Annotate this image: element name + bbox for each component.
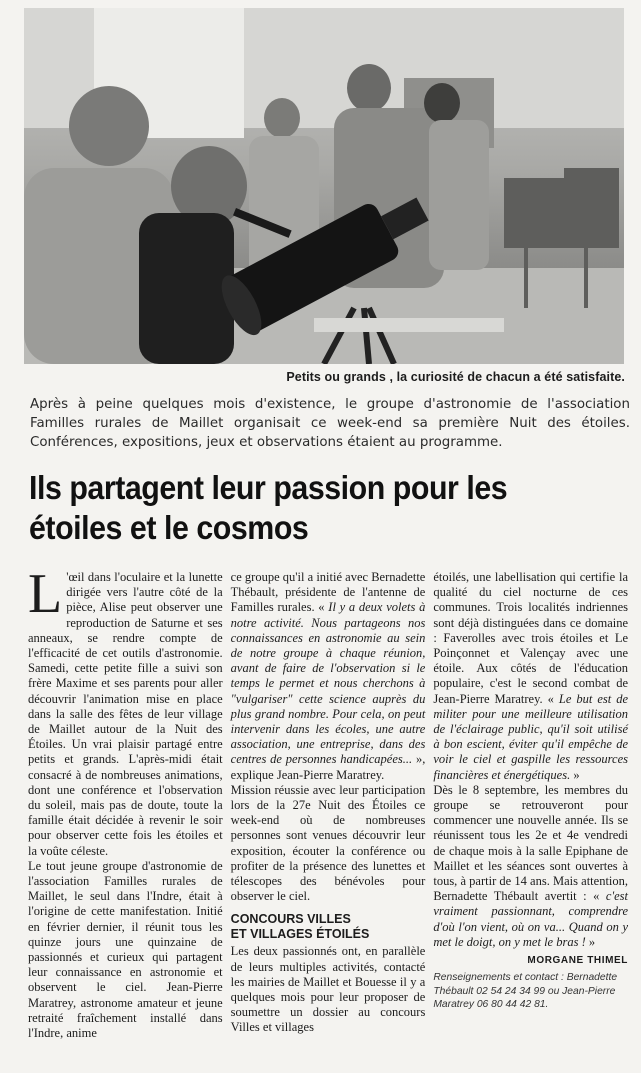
subheading-line: ET VILLAGES ÉTOILÉS	[230, 927, 370, 942]
paragraph	[28, 563, 223, 859]
paragraph	[433, 570, 628, 783]
paragraph-text: étoilés, une labellisation qui certifie la qualité du ciel nocturne de ces communes. Trois localités indriennes sont déjà distinguées dans ce domaine : Faverolles avec trois étoiles et Le Poinçonnet et Valençay avec une étoile. Aux côtés de l'éducation populaire, c'est le second combat de Jean-Pierre Maratrey. «	[433, 570, 629, 706]
paragraph: Le tout jeune groupe d'astronomie de l'association Familles rurales de Maillet, le seul dans l'Indre, était à l'origine de cette manifestation. Initié en février dernier, il réunit tous les quinze jours une quinzaine de passionnés et curieux qui partagent leur connaissance en astronomie et observent le ciel. Jean-Pierre Maratrey, astronome amateur et jeune retraité fraîchement installé dans l'Indre, anime	[28, 858, 223, 1041]
paragraph-text: 'œil dans l'oculaire et la lunette dirigée vers l'autre côté de la pièce, Alise peut observer une reproduction de Saturne et ses anneaux, se rendre compte de l'efficacité de cet outils d'astronomie. Samedi, cette petite fille a suivi son frère Maxime et ses parents pour aller découvrir l'animation mise en place dans la salle des fêtes de leur village de Maillet autour de la Nuit des Étoiles. Un vrai plaisir partagé entre petits et grands. L'après-midi était consacré à de nombreuses animations, dont une conférence et l'observation du soleil, mais pas de doute, toute la famille était décidée à revenir le soir pour observer cette fois les étoiles et la voûte céleste.	[28, 570, 223, 858]
paragraph-text: »	[585, 934, 596, 949]
article-headline: Ils partagent leur passion pour les étoiles et le cosmos	[29, 469, 508, 546]
subheading-line: CONCOURS VILLES	[230, 912, 351, 927]
paragraph	[231, 570, 426, 783]
paragraph-text: Dès le 8 septembre, les membres du groupe se retrouveront pour commencer une nouvelle année. Ils se réunissent tous les 2e et 4e vendredi de chaque mois à la salle Epiphane de Maillet et les séances sont ouvertes à tous, à partir de 14 ans. Mais attention, Bernadette Thébault avertit : «	[433, 782, 629, 904]
paragraph-text: », explique Jean-Pierre Maratrey.	[230, 752, 426, 782]
column-1	[28, 563, 223, 1041]
paragraph-text: ce groupe qu'il a initié avec Bernadette Thébault, présidente de l'antenne de Familles rurales. «	[230, 570, 426, 615]
quote: Le but est de militer pour une meilleure utilisation de l'éclairage public, qu'il soit utilisé à bon escient, éviter qu'il empêche de voir le ciel et gaspille les ressources financières et énergétiques.	[433, 691, 629, 782]
drop-cap: L	[28, 563, 63, 625]
author-byline: MORGANE THIMEL	[527, 955, 629, 967]
column-2	[231, 570, 426, 1040]
contact-info: Renseignements et contact : Bernadette Thébault 02 54 24 34 99 ou Jean-Pierre Maratrey 06 80 44 42 81.	[433, 972, 618, 1011]
paragraph: Mission réussie avec leur participation lors de la 27e Nuit des Étoiles ce week-end où de nombreuses personnes sont venues découvrir leur exposition, écouter la conférence ou profiter de la présence des lunettes et télescopes des bénévoles pour observer le ciel.	[230, 782, 426, 904]
paragraph-text: »	[570, 767, 580, 782]
article-photo	[24, 8, 624, 364]
subheading	[231, 912, 426, 942]
article-body	[28, 563, 629, 1041]
photo-illustration	[24, 8, 624, 364]
photo-caption: Petits ou grands , la curiosité de chacun a été satisfaite.	[286, 370, 625, 384]
quote: Il y a deux volets à notre activité. Nous partageons nos connaissances en astronomie au sein de notre groupe à chaque réunion, avant de faire de l'observation si le temps le permet et nous cherchons à "vulgariser" cette science auprès du plus grand nombre. Pour cela, on peut intervenir dans les écoles, une autre association, une entreprise, dans des centres de personnes handicapées...	[230, 600, 426, 767]
article-lead: Après à peine quelques mois d'existence, le groupe d'astronomie de l'association Familles rurales de Maillet organisait ce week-end sa première Nuit des étoiles. Conférences, expositions, jeux et observations étaient au programme.	[30, 397, 630, 450]
paragraph: Les deux passionnés ont, en parallèle de leurs multiples activités, contacté les mairies de Maillet et Bouesse il y a quelques mois pour leur proposer de soumettre un dossier au concours Villes et villages	[230, 944, 426, 1035]
quote: c'est vraiment passionnant, comprendre d'où l'on vient, où on va... Quand on y met le doigt, on y met le bras !	[433, 889, 629, 949]
paragraph	[433, 783, 628, 950]
column-3	[433, 570, 628, 1040]
